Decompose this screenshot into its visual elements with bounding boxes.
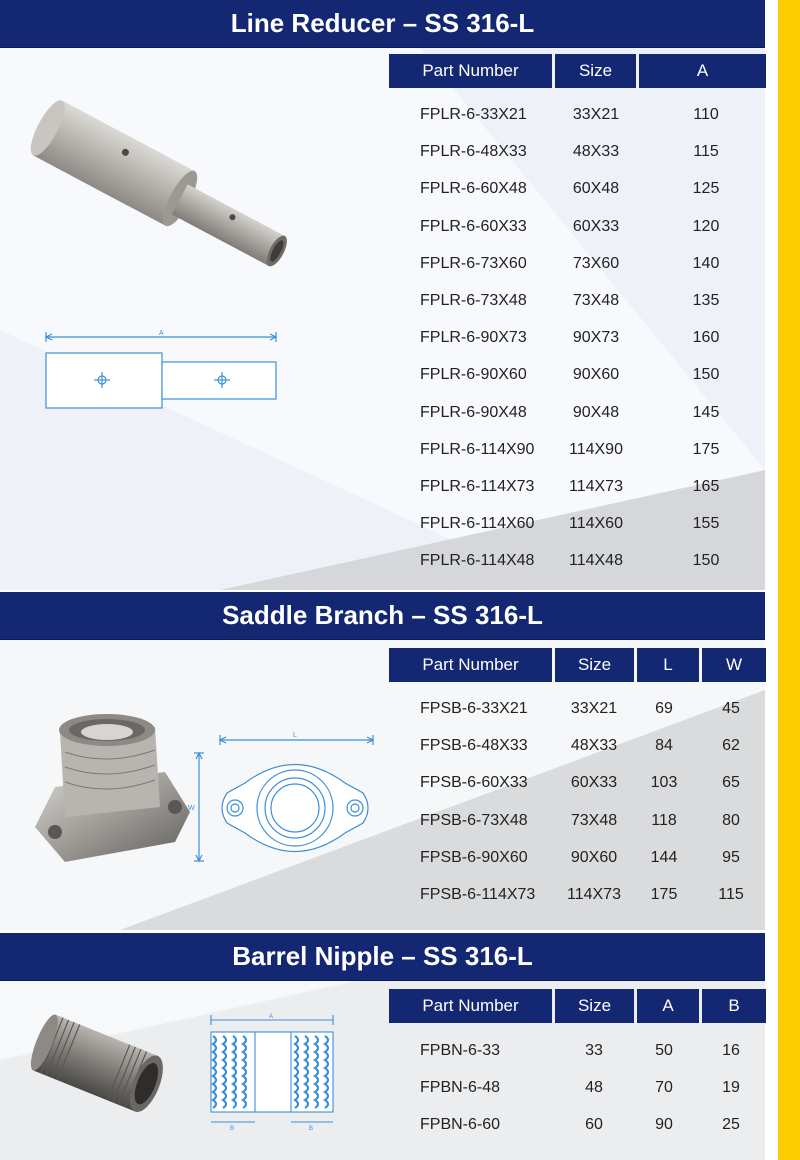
- table-header-saddle-branch: [389, 648, 766, 682]
- cell-value: 110: [693, 106, 719, 123]
- dim-label-a: A: [269, 1014, 274, 1020]
- cell-value: 95: [722, 848, 740, 866]
- cell-value: 150: [692, 366, 720, 384]
- cell-value: 48X33: [572, 143, 620, 161]
- cell-value: 48X33: [570, 737, 618, 755]
- cell-part-number: FPLR-6-73X48: [420, 292, 527, 309]
- header-l: L: [637, 648, 699, 682]
- cell-part-number: FPLR-6-90X73: [420, 329, 527, 347]
- dim-label-l: L: [293, 732, 297, 739]
- cell-part-number: FPLR-6-73X60: [420, 254, 527, 272]
- cell-value: 33X21: [570, 700, 618, 717]
- saddle-branch-image: [25, 712, 195, 877]
- cell-part-number: FPLR-6-114X60: [420, 515, 535, 533]
- barrel-nipple-image: [30, 1010, 170, 1120]
- cell-value: 73X48: [570, 811, 618, 829]
- cell-value: 25: [722, 1116, 740, 1133]
- cell-part-number: FPLR-6-90X60: [420, 366, 527, 384]
- cell-part-number: FPBN-6-60: [420, 1116, 501, 1133]
- cell-value: 140: [692, 254, 720, 272]
- cell-value: 155: [692, 515, 720, 533]
- cell-value: 69: [655, 700, 673, 717]
- header-a: A: [637, 989, 699, 1023]
- cell-value: 60: [585, 1116, 603, 1133]
- accent-strip: [778, 0, 800, 1160]
- cell-part-number: FPSB-6-48X33: [420, 737, 528, 755]
- cell-value: 118: [651, 811, 677, 829]
- cell-value: 90X48: [572, 403, 620, 421]
- saddle-branch-drawing: [185, 728, 385, 868]
- cell-part-number: FPLR-6-33X21: [420, 106, 527, 123]
- table-header-barrel-nipple: [389, 989, 766, 1023]
- cell-value: 114X90: [569, 440, 623, 458]
- header-size: Size: [555, 648, 634, 682]
- cell-value: 16: [722, 1042, 740, 1059]
- cell-value: 175: [650, 886, 678, 903]
- cell-value: 114X48: [569, 552, 623, 570]
- dim-label-b: B: [230, 1126, 235, 1132]
- cell-part-number: FPSB-6-73X48: [420, 811, 528, 829]
- line-reducer-image: [30, 100, 310, 290]
- cell-part-number: FPLR-6-114X48: [420, 552, 535, 570]
- line-reducer-drawing: [40, 328, 285, 413]
- cell-value: 33X21: [572, 106, 620, 123]
- cell-value: 144: [650, 848, 678, 866]
- cell-part-number: FPLR-6-60X48: [420, 180, 527, 198]
- dim-label-b: B: [309, 1126, 314, 1132]
- table-header-line-reducer: [389, 54, 766, 88]
- cell-value: 60X33: [572, 217, 620, 235]
- cell-value: 48: [585, 1079, 603, 1096]
- cell-part-number: FPLR-6-48X33: [420, 143, 527, 161]
- cell-part-number: FPBN-6-48: [420, 1079, 501, 1096]
- cell-value: 60X33: [570, 774, 618, 792]
- header-part-number: Part Number: [389, 989, 552, 1023]
- cell-value: 84: [655, 737, 673, 755]
- dim-label-a: A: [159, 330, 164, 337]
- cell-part-number: FPLR-6-114X73: [420, 478, 535, 495]
- cell-value: 73X60: [572, 254, 620, 272]
- cell-part-number: FPSB-6-60X33: [420, 774, 528, 792]
- cell-part-number: FPSB-6-114X73: [420, 886, 536, 903]
- dim-label-w: W: [188, 805, 195, 812]
- section-title-barrel-nipple: Barrel Nipple – SS 316-L: [0, 933, 765, 981]
- cell-part-number: FPSB-6-33X21: [420, 700, 528, 717]
- cell-part-number: FPSB-6-90X60: [420, 848, 528, 866]
- header-part-number: Part Number: [389, 648, 552, 682]
- cell-value: 114X73: [567, 886, 621, 903]
- cell-value: 70: [655, 1079, 673, 1096]
- cell-value: 103: [650, 774, 678, 792]
- cell-value: 175: [692, 440, 720, 458]
- cell-value: 50: [655, 1042, 673, 1059]
- cell-value: 60X48: [572, 180, 620, 198]
- cell-value: 73X48: [572, 292, 620, 309]
- cell-value: 150: [692, 552, 720, 570]
- header-a: A: [639, 54, 766, 88]
- cell-value: 45: [722, 700, 740, 717]
- cell-value: 90X60: [570, 848, 618, 866]
- header-b: B: [702, 989, 766, 1023]
- cell-part-number: FPBN-6-33: [420, 1042, 501, 1059]
- cell-value: 125: [692, 180, 720, 198]
- cell-value: 145: [692, 403, 720, 421]
- cell-value: 120: [692, 217, 720, 235]
- cell-part-number: FPLR-6-90X48: [420, 403, 527, 421]
- cell-value: 62: [722, 737, 740, 755]
- header-w: W: [702, 648, 766, 682]
- section-title-line-reducer: Line Reducer – SS 316-L: [0, 0, 765, 48]
- cell-value: 114X73: [569, 478, 623, 495]
- cell-part-number: FPLR-6-114X90: [420, 440, 535, 458]
- cell-part-number: FPLR-6-60X33: [420, 217, 527, 235]
- cell-value: 114X60: [569, 515, 623, 533]
- header-size: Size: [555, 989, 634, 1023]
- cell-value: 33: [585, 1042, 603, 1059]
- cell-value: 135: [692, 292, 720, 309]
- cell-value: 65: [722, 774, 740, 792]
- cell-value: 90X73: [572, 329, 620, 347]
- section-title-saddle-branch: Saddle Branch – SS 316-L: [0, 592, 765, 640]
- barrel-nipple-drawing: [205, 1010, 340, 1135]
- cell-value: 160: [692, 329, 720, 347]
- cell-value: 19: [722, 1079, 740, 1096]
- cell-value: 115: [718, 886, 744, 903]
- header-part-number: Part Number: [389, 54, 552, 88]
- cell-value: 90: [655, 1116, 673, 1133]
- cell-value: 80: [722, 811, 740, 829]
- header-size: Size: [555, 54, 636, 88]
- cell-value: 165: [692, 478, 720, 495]
- cell-value: 115: [693, 143, 719, 161]
- cell-value: 90X60: [572, 366, 620, 384]
